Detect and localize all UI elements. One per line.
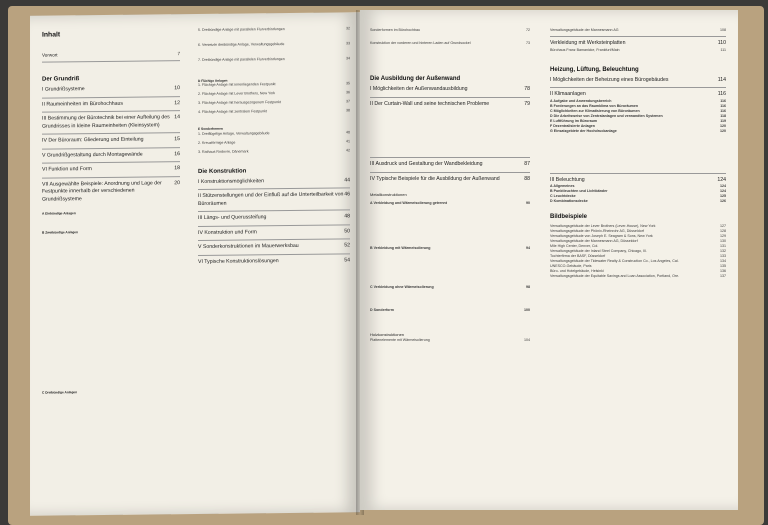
- chapter-label: I Grundrißsysteme: [42, 86, 85, 93]
- entry-page: 98: [526, 285, 530, 290]
- entry-page: 119: [720, 118, 726, 123]
- divider: [370, 172, 530, 173]
- toc-entry: [550, 199, 726, 204]
- entry-page: 100: [524, 308, 530, 313]
- entry-label: Sonderformen im Bürohochbau: [370, 28, 420, 32]
- entry-label: 6. Versetzte dreibündige Anlage, Verwaltungsgebäude: [198, 42, 285, 47]
- entry-page: 133: [720, 254, 726, 258]
- chapter-label: IV Konstruktion und Form: [198, 229, 257, 236]
- chapter-entry: [42, 180, 180, 204]
- chapter-page: 87: [524, 161, 530, 167]
- entry-page: 111: [720, 47, 726, 52]
- toc-entry: [550, 48, 726, 53]
- chapter-list: [42, 85, 180, 203]
- chapter-page: 14: [174, 114, 180, 121]
- entry-label: 2. Kreuzförmige Anlage: [198, 140, 236, 145]
- chapter-page: 79: [524, 100, 530, 107]
- entry-page: 116: [720, 98, 726, 103]
- entry-label: 4. Flächige Anlage mit zentralem Festpunkt: [198, 109, 267, 115]
- toc-entry: [198, 26, 350, 33]
- entry-label: Verwaltungsgebäude der Equitable Savings and Loan Association, Portland, Ore.: [550, 274, 680, 278]
- entry-label: Bürohaus Franz Bamanicke, Frankfurt/Main: [550, 47, 620, 52]
- metal-title: Metallkonstruktionen: [370, 192, 407, 197]
- divider: [550, 36, 726, 37]
- entry-page: 118: [720, 113, 726, 118]
- chapter-label: III Bestimmung der Bürotechnik bei einer Aufteilung des Grundrisses in kleine Raumeinheiten (Kleinsystem): [42, 114, 170, 130]
- entry-label: B Forderungen an das Raumklima von Büroräumen: [550, 103, 639, 108]
- entry-label: D Sonderform: [370, 308, 394, 313]
- entry-page: 40: [346, 130, 350, 135]
- entry-page: 42: [346, 148, 350, 153]
- chapter-page: 52: [344, 242, 350, 249]
- entry-page: 137: [720, 274, 726, 278]
- entry-label: 3. Flächige Anlage mit herausgezogenem Festpunkt: [198, 100, 281, 106]
- divider: [198, 253, 350, 256]
- foreword-page: 7: [177, 51, 180, 57]
- chapter-page: 114: [717, 76, 726, 83]
- entry-label: Verwaltungsgebäude von Joseph E. Seagram & Sons, New York: [550, 234, 653, 238]
- toc-entry: [370, 308, 530, 313]
- chapter-label: II Raumeinheiten im Bürohochhaus: [42, 100, 124, 108]
- entry-page: 135: [720, 264, 726, 268]
- chapter-entry: [42, 85, 180, 94]
- chapter-page: 16: [174, 150, 180, 157]
- entry-page: 125: [720, 194, 726, 198]
- chapter-page: 116: [717, 91, 726, 97]
- entry-label: A Allgemeines: [550, 184, 575, 188]
- chapter-page: 20: [174, 179, 180, 186]
- chapter-page: 44: [344, 177, 350, 184]
- chapter-entry: [198, 214, 350, 223]
- entry-label: Verwaltungsgebäude der Phönix-Rheinrohr AG, Düsseldorf: [550, 229, 644, 233]
- divider: [42, 147, 180, 149]
- example-text-block: [42, 233, 180, 384]
- e-title: E Sonderformen: [198, 127, 223, 132]
- chapter-page: 12: [174, 99, 180, 106]
- divider: [42, 110, 180, 112]
- entry-label: Verwaltungsgebäude der Lever Brothers (Lever-House), New York: [550, 224, 656, 228]
- wood-title: Holzkonstruktionen: [370, 332, 405, 338]
- entry-label: D Kombinationsdecke: [550, 199, 588, 203]
- divider: [42, 161, 180, 163]
- chapter-entry: [370, 161, 530, 169]
- entry-page: 72: [526, 28, 530, 32]
- entry-page: 90: [526, 201, 530, 206]
- divider: [198, 239, 350, 242]
- toc-entry: [198, 148, 350, 155]
- entry-page: 132: [720, 249, 726, 253]
- right-page: [360, 10, 738, 510]
- chapter-entry: [370, 101, 530, 109]
- chapter-entry: [550, 77, 726, 85]
- chapter-label: VI Typische Konstruktionslösungen: [198, 257, 279, 265]
- chapter-entry: [42, 151, 180, 160]
- chapter-entry: [198, 243, 350, 252]
- entry-page: 35: [346, 81, 350, 86]
- chapter-page: 46: [344, 191, 350, 198]
- entry-page: 120: [720, 123, 726, 128]
- chapter-label: II Stützenstellungen und der Einfluß auf die Unterteilbarkeit von Büroräumen: [198, 191, 344, 207]
- entry-page: 127: [720, 224, 726, 228]
- chapter-label: Verkleidung mit Werksteinplatten: [550, 40, 626, 46]
- entry-page: 126: [720, 199, 726, 203]
- chapter-label: III Beleuchtung: [550, 176, 585, 183]
- entry-label: Verwaltungsgebäude der Mannesmann AG: [550, 28, 619, 32]
- construction-title: Die Konstruktion: [198, 168, 247, 175]
- toc-entry: [198, 41, 350, 48]
- chapter-label: I Konstruktionsmöglichkeiten: [198, 178, 265, 185]
- contents-heading: Inhalt: [42, 31, 61, 39]
- entry-page: 124: [720, 184, 726, 188]
- entry-page: 134: [720, 259, 726, 263]
- entry-label: B Punktleuchten und Lichtbänder: [550, 189, 608, 193]
- entry-page: 130: [720, 239, 726, 243]
- entry-page: 36: [346, 90, 350, 95]
- chapter-page: 110: [717, 40, 726, 46]
- entry-label: D Die Arbeitsweise von Zentralanlagen und verwandten Systemen: [550, 113, 663, 118]
- entry-page: 37: [346, 99, 350, 104]
- d-title: D Flächige Anlagen: [198, 78, 228, 83]
- chapter-entry: [370, 86, 530, 94]
- divider: [42, 60, 180, 62]
- chapter-entry: [550, 177, 726, 185]
- left-page-column-1: [42, 30, 180, 395]
- entry-page: 128: [720, 229, 726, 233]
- chapter-page: 10: [174, 85, 180, 92]
- section-title-grundriss: Der Grundriß: [42, 76, 80, 83]
- entry-label: Verwaltungsgebäude der Mannesmann AG, Düsseldorf: [550, 239, 638, 243]
- entry-page: 94: [526, 246, 530, 251]
- entry-label: 1. Flächige Anlage mit innenliegenden Festpunkt: [198, 82, 276, 88]
- subentries-block: [370, 290, 530, 308]
- entry-label: Verwaltungsgebäude der Inland Steel Company, Chicago, Ill.: [550, 249, 647, 253]
- divider: [370, 97, 530, 98]
- right-page-column-1: [370, 28, 530, 343]
- entry-page: 32: [346, 26, 350, 31]
- entry-label: A Aufgabe und Anwendungsbereich: [550, 98, 612, 103]
- chapter-label: V Sonderkonstruktionen im Mauerwerksbau: [198, 243, 299, 251]
- chapter-entry: [370, 176, 530, 184]
- left-page: [30, 12, 360, 515]
- entry-label: A Verkleidung und Wärmeisolierung getrennt: [370, 201, 447, 206]
- entry-page: 124: [720, 189, 726, 193]
- chapter-label: I Möglichkeiten der Außenwandausbildung: [370, 86, 468, 92]
- chapter-label: IV Typische Beispiele für die Ausbildung der Außenwand: [370, 175, 500, 182]
- foreword-entry: [42, 51, 180, 58]
- toc-entry: [550, 274, 726, 279]
- entry-page: 116: [720, 108, 726, 113]
- entry-page: 136: [720, 269, 726, 273]
- chapter-page: 88: [524, 175, 530, 182]
- entry-label: UNESCO-Gebäude, Paris: [550, 264, 592, 268]
- entry-page: 104: [524, 337, 530, 342]
- toc-entry: [198, 139, 350, 146]
- entry-label: Mile High Center, Denver, Col.: [550, 244, 599, 248]
- example-text: [42, 215, 180, 221]
- sources-title: Bildbeispiele: [550, 214, 588, 220]
- chapter-page: 78: [524, 86, 530, 92]
- chapter-page: 15: [174, 136, 180, 143]
- toc-entry: [198, 56, 350, 63]
- divider: [198, 188, 350, 191]
- toc-entry: [198, 82, 350, 89]
- divider: [198, 224, 350, 227]
- chapter-page: 18: [174, 165, 180, 172]
- chapter-entry: [42, 136, 180, 145]
- chapter-page: 48: [344, 213, 350, 220]
- chapter-label: VI Funktion und Form: [42, 166, 92, 173]
- entry-label: Konstruktion der vorderen und hinteren Laden auf Grundsockel: [370, 41, 471, 45]
- chapter-page: 124: [717, 176, 726, 183]
- entry-page: 34: [346, 56, 350, 61]
- chapter-label: V Grundrißgestaltung durch Montagewände: [42, 151, 143, 159]
- entry-label: E Luftführung im Büroraum: [550, 118, 598, 123]
- divider: [550, 173, 726, 174]
- divider: [370, 157, 530, 158]
- chapter-entry: [198, 228, 350, 237]
- foreword-label: Vorwort: [42, 52, 58, 58]
- entry-label: 2. Flächige Anlage mit Lever Brothers, New York: [198, 91, 276, 97]
- toc-entry: [550, 28, 726, 33]
- heating-title: Heizung, Lüftung, Beleuchtung: [550, 66, 639, 73]
- entry-label: G Einsatzgebiete der Hochdruckanlage: [550, 128, 617, 133]
- chapter-label: IV Der Büroraum: Gliederung und Einteilung: [42, 136, 144, 144]
- entry-label: Büro- und Hotelgebäude, Helsinki: [550, 269, 604, 273]
- toc-entry: [198, 100, 350, 107]
- entry-page: 129: [720, 234, 726, 238]
- entry-label: C Leuchtdecke: [550, 194, 576, 198]
- toc-entry: [370, 28, 530, 33]
- entry-label: 3. Rathaus Rodovre, Dänemark: [198, 149, 249, 154]
- right-page-column-2: [550, 28, 726, 279]
- entry-page: 73: [526, 41, 530, 45]
- toc-entry: [370, 338, 530, 343]
- entry-label: 1. Dreiflügelige Anlage, Verwaltungsgebäude: [198, 131, 270, 136]
- facade-title: Die Ausbildung der Außenwand: [370, 76, 461, 82]
- divider: [550, 87, 726, 88]
- examples-a-title: A Einbündige Anlagen: [42, 211, 76, 216]
- entry-page: 120: [720, 128, 726, 133]
- chapter-entry: [42, 114, 180, 130]
- entry-page: 38: [346, 108, 350, 113]
- toc-entry: [198, 109, 350, 116]
- chapter-label: I Möglichkeiten der Beheizung eines Bürogebäudes: [550, 76, 669, 83]
- chapter-entry: [198, 192, 350, 209]
- chapter-label: II Klimaanlagen: [550, 91, 586, 97]
- divider: [42, 132, 180, 134]
- entry-page: 33: [346, 41, 350, 46]
- chapter-entry: [550, 40, 726, 48]
- chapter-entry: [198, 257, 350, 266]
- subentries-block: [370, 108, 530, 154]
- entry-label: F Dezentralisierte Anlagen: [550, 123, 596, 128]
- chapter-label: III Längs- und Querussteifung: [198, 214, 267, 222]
- chapter-entry: [550, 91, 726, 99]
- toc-entry: [198, 91, 350, 98]
- chapter-entry: [198, 177, 350, 186]
- entry-page: 131: [720, 244, 726, 248]
- subentries-block: [370, 206, 530, 246]
- subentries-block: [550, 134, 726, 170]
- chapter-page: 54: [344, 257, 350, 264]
- entry-label: Plattenelemente mit Wärmeisolierung: [370, 337, 430, 342]
- chapter-entry: [42, 100, 180, 109]
- subentries-block: [370, 251, 530, 285]
- chapter-label: VII Ausgewählte Beispiele: Anordnung und Lage der Festpunkte innerhalb der verschiedenen Grundrißsysteme: [42, 179, 162, 203]
- toc-entry: [198, 130, 350, 137]
- entry-page: 108: [720, 28, 726, 32]
- chapter-label: II Der Curtain-Wall und seine technischen Probleme: [370, 100, 490, 107]
- examples-c-title: C Dreibündige Anlagen: [42, 390, 78, 395]
- entry-label: 7. Dreibündige Anlage mit parallelen Flurverbindungen: [198, 57, 285, 62]
- divider: [198, 210, 350, 213]
- divider: [42, 96, 180, 98]
- entry-label: 5. Dreibündige Anlage mit parallelen Flurverbindungen: [198, 27, 285, 32]
- entry-page: 41: [346, 139, 350, 144]
- divider: [42, 176, 180, 178]
- entry-label: C Verkleidung ohne Wärmeisolierung: [370, 285, 434, 290]
- chapter-entry: [42, 165, 180, 174]
- entry-label: B Verkleidung mit Wärmeisolierung: [370, 246, 431, 251]
- examples-b-title: B Zweibündige Anlagen: [42, 230, 79, 235]
- chapter-label: III Ausdruck und Gestaltung der Wandbekleidung: [370, 161, 483, 167]
- chapter-page: 50: [344, 228, 350, 235]
- toc-entry: [370, 41, 530, 46]
- left-page-column-2: [198, 26, 350, 266]
- entry-label: C Möglichkeiten zur Klimatisierung von Büroräumen: [550, 108, 640, 113]
- entry-page: 116: [720, 103, 726, 108]
- entry-label: Verwaltungsgebäude der Tidewater Realty & Construction Co., Los Angeles, Cal.: [550, 259, 679, 263]
- entry-label: Tochterfirma der BASF, Düsseldorf: [550, 254, 606, 258]
